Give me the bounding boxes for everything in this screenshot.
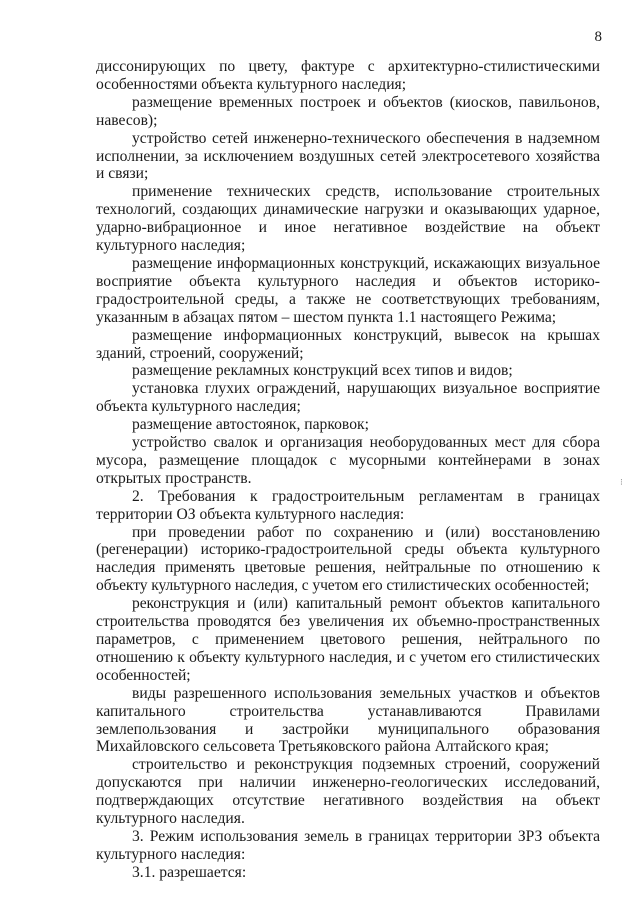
section-heading-paragraph: 2. Требования к градостроительным регламентам в границах территории ОЗ объекта культурного наследия: — [96, 487, 600, 523]
paragraph: при проведении работ по сохранению и (или) восстановлению (регенерации) историко-градостроительной среды объекта культурного наследия применять цветовые решения, нейтральные по отношению к объекту культурного наследия, с учетом его стилистических особенностей; — [96, 523, 600, 595]
page-body — [96, 58, 600, 882]
paragraph: применение технических средств, использование строительных технологий, создающих динамические нагрузки и оказывающих ударное, ударно-вибрационное и иное негативное воздействие на объект культурного наследия; — [96, 183, 600, 255]
paragraph: реконструкция и (или) капитальный ремонт объектов капитального строительства проводятся без увеличения их объемно-пространственных параметров, с применением цветового решения, нейтрального по отношению к объекту культурного наследия, и с учетом его стилистических особенностей; — [96, 595, 600, 684]
section-heading-paragraph: 3. Режим использования земель в границах территории ЗРЗ объекта культурного наследия: — [96, 827, 600, 863]
paragraph: устройство сетей инженерно-технического обеспечения в надземном исполнении, за исключением воздушных сетей электросетевого хозяйства и связи; — [96, 129, 600, 183]
page-number: 8 — [594, 29, 602, 45]
paragraph: устройство свалок и организация необорудованных мест для сбора мусора, размещение площадок с мусорными контейнерами в зонах открытых пространств. — [96, 434, 600, 487]
paragraph: размещение информационных конструкций, вывесок на крышах зданий, строений, сооружений; — [96, 326, 600, 362]
paragraph: установка глухих ограждений, нарушающих визуальное восприятие объекта культурного наследия; — [96, 380, 600, 416]
paragraph: размещение рекламных конструкций всех типов и видов; — [132, 362, 513, 380]
paragraph: размещение информационных конструкций, искажающих визуальное восприятие объекта культурного наследия и объектов историко-градостроительной среды, а также не соответствующих требованиям, указанным в абзацах пятом – шестом пункта 1.1 настоящего Режима; — [96, 254, 600, 326]
paragraph: строительство и реконструкция подземных строений, сооружений допускаются при наличии инженерно-геологических исследований, подтверждающих отсутствие негативного воздействия на объект культурного наследия. — [96, 756, 600, 828]
paragraph: размещение временных построек и объектов (киосков, павильонов, навесов); — [96, 93, 600, 129]
paragraph: размещение автостоянок, парковок; — [132, 416, 369, 434]
paragraph: диссонирующих по цвету, фактуре с архитектурно-стилистическими особенностями объекта культурного наследия; — [96, 58, 600, 93]
paragraph: виды разрешенного использования земельных участков и объектов капитального строительства устанавливаются Правилами землепользования и застройки муниципального образования Михайловского сельсовета Третьяковского района Алтайского края; — [96, 684, 600, 756]
subsection-heading-paragraph: 3.1. разрешается: — [132, 863, 247, 881]
scan-margin-mark: ⁝ — [620, 477, 623, 487]
